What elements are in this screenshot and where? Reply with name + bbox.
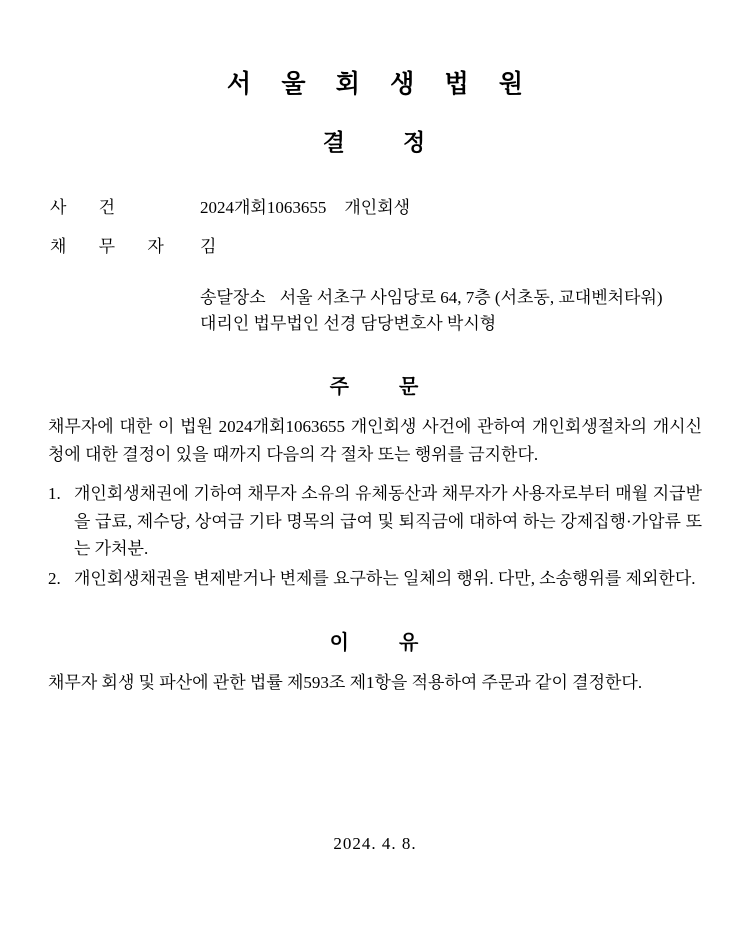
field-row-case — [48, 193, 702, 218]
service-address-block — [200, 285, 702, 336]
case-type: 개인회생 — [344, 198, 411, 217]
legal-representative-line: 대리인 법무법인 선경 담당변호사 박시형 — [200, 313, 497, 333]
list-item-number: 2. — [48, 568, 61, 588]
document-type-title — [48, 124, 702, 157]
main-paragraph: 채무자에 대한 이 법원 2024개회1063655 개인회생 사건에 관하여 개인회생절차의 개시신청에 대한 결정이 있을 때까지 다음의 각 절차 또는 행위를 금지한다. — [48, 417, 702, 464]
case-label: 사 건 — [50, 198, 130, 217]
main-heading-right: 문 — [399, 376, 421, 398]
reason-heading-left: 이 — [329, 632, 351, 655]
prohibition-list — [48, 480, 702, 592]
main-heading-left: 주 — [329, 376, 351, 398]
case-value-group — [200, 193, 702, 218]
list-item — [48, 565, 702, 593]
court-name: 서 울 회 생 법 원 — [226, 71, 536, 98]
debtor-name: 김 — [200, 237, 217, 256]
document-page — [0, 64, 750, 934]
list-item-number: 1. — [48, 484, 61, 504]
service-address-label: 송달장소 — [200, 288, 266, 307]
reason-paragraph: 채무자 회생 및 파산에 관한 법률 제593조 제1항을 적용하여 주문과 같이 결정한다. — [48, 673, 643, 693]
reason-section-heading — [48, 626, 702, 655]
decision-date: 2024. 4. 8. — [333, 834, 417, 853]
document-type-right: 정 — [403, 130, 428, 155]
list-item — [48, 480, 702, 563]
list-item-text: 개인회생채권을 변제받거나 변제를 요구하는 일체의 행위. 다만, 소송행위를 제외한다. — [74, 568, 696, 588]
service-address-value: 서울 서초구 사임당로 64, 7층 (서초동, 교대벤처타워) — [279, 288, 663, 307]
debtor-label: 채 무 자 — [50, 237, 178, 256]
document-type-left: 결 — [322, 130, 347, 155]
reason-heading-right: 유 — [399, 632, 421, 655]
field-row-debtor — [48, 232, 702, 257]
list-item-text: 개인회생채권에 기하여 채무자 소유의 유체동산과 채무자가 사용자로부터 매월 지급받을 급료, 제수당, 상여금 기타 명목의 급여 및 퇴직금에 대하여 하는 강제집행·가압류 또는 가처분. — [74, 484, 702, 559]
main-section-heading — [48, 370, 702, 399]
service-address-line — [200, 285, 702, 311]
case-fields — [48, 193, 702, 257]
case-number: 2024개회1063655 — [200, 198, 327, 217]
